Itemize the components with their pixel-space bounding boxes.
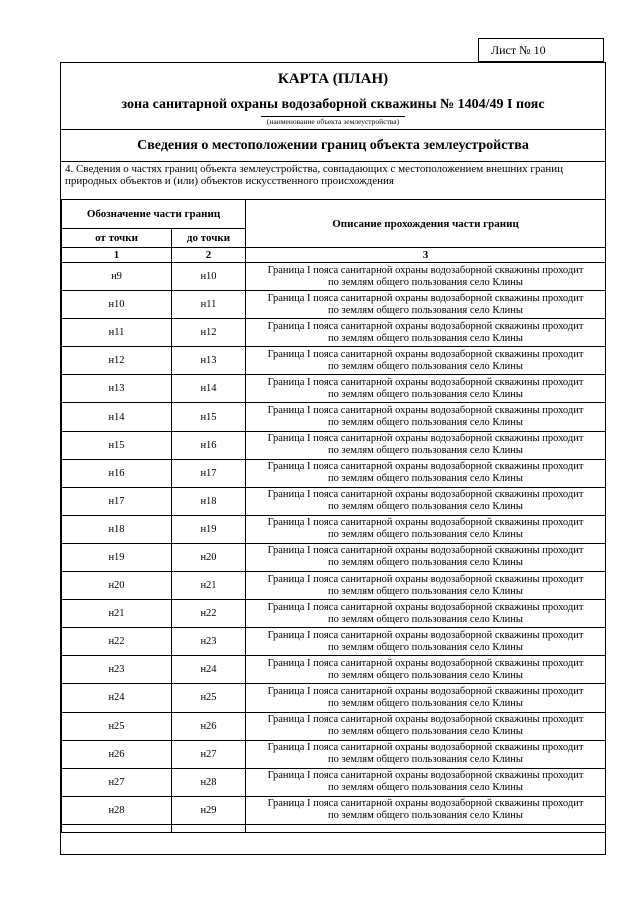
to-point: н27 [172, 740, 246, 768]
from-point: н9 [62, 263, 172, 291]
to-point: н24 [172, 656, 246, 684]
description-line: Граница I пояса санитарной охраны водозаборной скважины проходит [267, 770, 584, 782]
title-block [61, 63, 605, 130]
header-to: до точки [172, 229, 246, 248]
description-line: Граница I пояса санитарной охраны водозаборной скважины проходит [267, 489, 584, 501]
description-line: по землям общего пользования село Клины [328, 726, 523, 738]
boundary-description [246, 431, 606, 459]
table-row [62, 263, 606, 291]
header-from: от точки [62, 229, 172, 248]
description-line: по землям общего пользования село Клины [328, 501, 523, 513]
description-line: Граница I пояса санитарной охраны водозаборной скважины проходит [267, 320, 584, 332]
to-point: н12 [172, 319, 246, 347]
boundary-description [246, 600, 606, 628]
from-point: н12 [62, 347, 172, 375]
to-point: н16 [172, 431, 246, 459]
boundary-description [246, 459, 606, 487]
table-row [62, 431, 606, 459]
section-title: Сведения о местоположении границ объекта землеустройства [61, 131, 605, 162]
description-line: по землям общего пользования село Клины [328, 304, 523, 316]
description-line: по землям общего пользования село Клины [328, 445, 523, 457]
from-point: н15 [62, 431, 172, 459]
from-point: н22 [62, 628, 172, 656]
table-row [62, 515, 606, 543]
from-point: н17 [62, 487, 172, 515]
description-line: Граница I пояса санитарной охраны водозаборной скважины проходит [267, 376, 584, 388]
boundary-description [246, 291, 606, 319]
description-line: Граница I пояса санитарной охраны водозаборной скважины проходит [267, 545, 584, 557]
description-line: по землям общего пользования село Клины [328, 473, 523, 485]
description-line: Граница I пояса санитарной охраны водозаборной скважины проходит [267, 685, 584, 697]
table-row [62, 712, 606, 740]
table-row [62, 319, 606, 347]
object-name-caption-text: (наименование объекта землеустройства) [261, 116, 405, 126]
to-point: н15 [172, 403, 246, 431]
boundary-description [246, 403, 606, 431]
table-row [62, 628, 606, 656]
description-line: Граница I пояса санитарной охраны водозаборной скважины проходит [267, 601, 584, 613]
boundary-description [246, 768, 606, 796]
header-description: Описание прохождения части границ [246, 200, 606, 248]
document-title: КАРТА (ПЛАН) [277, 71, 389, 87]
boundary-description [246, 740, 606, 768]
description-line: по землям общего пользования село Клины [328, 529, 523, 541]
from-point: н28 [62, 796, 172, 824]
table-row [62, 543, 606, 571]
table-row [62, 768, 606, 796]
to-point: н20 [172, 543, 246, 571]
description-line: Граница I пояса санитарной охраны водозаборной скважины проходит [267, 798, 584, 810]
to-point: н25 [172, 684, 246, 712]
boundary-table [61, 199, 606, 833]
from-point: н23 [62, 656, 172, 684]
table-row [62, 375, 606, 403]
description-line: по землям общего пользования село Клины [328, 557, 523, 569]
to-point: н11 [172, 291, 246, 319]
section-note: 4. Сведения о частях границ объекта землеустройства, совпадающих с местоположением внешних границ природных объектов и (или) объектов искусственного происхождения [65, 163, 563, 187]
to-point: н17 [172, 459, 246, 487]
header-group: Обозначение части границ [62, 200, 246, 229]
boundary-description [246, 572, 606, 600]
column-number: 1 [62, 248, 172, 263]
from-point: н19 [62, 543, 172, 571]
description-line: Граница I пояса санитарной охраны водозаборной скважины проходит [267, 657, 584, 669]
from-point: н27 [62, 768, 172, 796]
from-point: н26 [62, 740, 172, 768]
description-line: по землям общего пользования село Клины [328, 388, 523, 400]
to-point: н26 [172, 712, 246, 740]
boundary-description [246, 487, 606, 515]
description-line: по землям общего пользования село Клины [328, 360, 523, 372]
to-point: н21 [172, 572, 246, 600]
boundary-description [246, 684, 606, 712]
description-line: Граница I пояса санитарной охраны водозаборной скважины проходит [267, 714, 584, 726]
object-name: зона санитарной охраны водозаборной скважины № 1404/49 I пояс [121, 97, 545, 112]
to-point: н23 [172, 628, 246, 656]
description-line: по землям общего пользования село Клины [328, 782, 523, 794]
description-line: Граница I пояса санитарной охраны водозаборной скважины проходит [267, 629, 584, 641]
object-name-caption [61, 117, 605, 126]
table-row [62, 684, 606, 712]
from-point: н25 [62, 712, 172, 740]
description-line: Граница I пояса санитарной охраны водозаборной скважины проходит [267, 433, 584, 445]
column-number: 3 [246, 248, 606, 263]
boundary-description [246, 263, 606, 291]
table-row [62, 796, 606, 824]
table-row [62, 403, 606, 431]
from-point: н24 [62, 684, 172, 712]
description-line: по землям общего пользования село Клины [328, 276, 523, 288]
description-line: Граница I пояса санитарной охраны водозаборной скважины проходит [267, 461, 584, 473]
to-point: н29 [172, 796, 246, 824]
boundary-description [246, 543, 606, 571]
description-line: по землям общего пользования село Клины [328, 669, 523, 681]
from-point: н14 [62, 403, 172, 431]
from-point: н21 [62, 600, 172, 628]
description-line: по землям общего пользования село Клины [328, 613, 523, 625]
boundary-description [246, 712, 606, 740]
from-point: н11 [62, 319, 172, 347]
description-line: Граница I пояса санитарной охраны водозаборной скважины проходит [267, 517, 584, 529]
boundary-description [246, 375, 606, 403]
boundary-description [246, 515, 606, 543]
boundary-description [246, 796, 606, 824]
to-point: н10 [172, 263, 246, 291]
from-point: н18 [62, 515, 172, 543]
to-point: н14 [172, 375, 246, 403]
description-line: Граница I пояса санитарной охраны водозаборной скважины проходит [267, 292, 584, 304]
from-point: н10 [62, 291, 172, 319]
from-point: н20 [62, 572, 172, 600]
to-point: н22 [172, 600, 246, 628]
table-row [62, 291, 606, 319]
description-line: Граница I пояса санитарной охраны водозаборной скважины проходит [267, 573, 584, 585]
table-row [62, 572, 606, 600]
boundary-description [246, 347, 606, 375]
table-row [62, 740, 606, 768]
table-row [62, 656, 606, 684]
description-line: Граница I пояса санитарной охраны водозаборной скважины проходит [267, 348, 584, 360]
table-body [62, 263, 606, 825]
description-line: по землям общего пользования село Клины [328, 585, 523, 597]
from-point: н13 [62, 375, 172, 403]
description-line: Граница I пояса санитарной охраны водозаборной скважины проходит [267, 742, 584, 754]
column-number: 2 [172, 248, 246, 263]
table-row [62, 600, 606, 628]
to-point: н18 [172, 487, 246, 515]
table-row [62, 347, 606, 375]
to-point: н13 [172, 347, 246, 375]
sheet-number: Лист № 10 [491, 42, 546, 57]
description-line: по землям общего пользования село Клины [328, 332, 523, 344]
description-line: по землям общего пользования село Клины [328, 641, 523, 653]
to-point: н28 [172, 768, 246, 796]
document-frame [60, 62, 606, 855]
to-point: н19 [172, 515, 246, 543]
description-line: Граница I пояса санитарной охраны водозаборной скважины проходит [267, 405, 584, 417]
sheet-number-box [478, 38, 604, 62]
description-line: по землям общего пользования село Клины [328, 417, 523, 429]
description-line: по землям общего пользования село Клины [328, 697, 523, 709]
boundary-description [246, 656, 606, 684]
description-line: по землям общего пользования село Клины [328, 754, 523, 766]
boundary-description [246, 628, 606, 656]
description-line: Граница I пояса санитарной охраны водозаборной скважины проходит [267, 264, 584, 276]
boundary-description [246, 319, 606, 347]
table-row [62, 459, 606, 487]
from-point: н16 [62, 459, 172, 487]
description-line: по землям общего пользования село Клины [328, 810, 523, 822]
table-row [62, 487, 606, 515]
